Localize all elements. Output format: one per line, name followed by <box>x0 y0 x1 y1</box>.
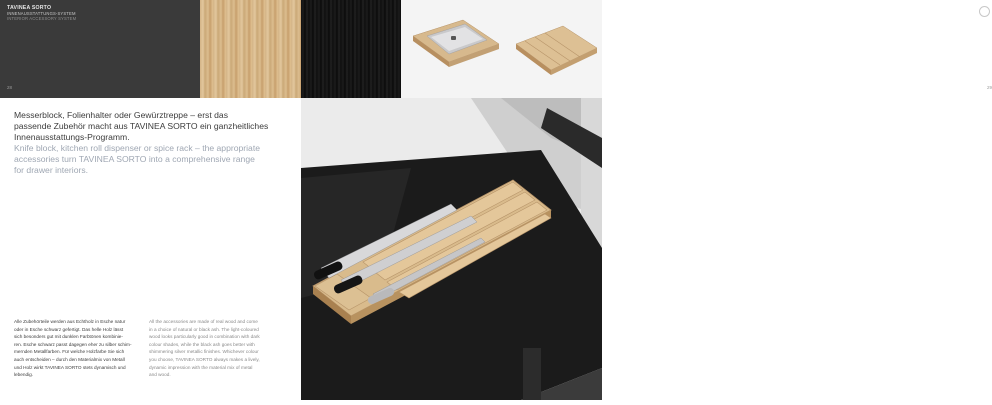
headline-english-line: for drawer interiors. <box>14 165 89 175</box>
page-number-left: 28 <box>7 85 13 90</box>
product-photo-area <box>401 0 992 98</box>
headline-german-line: Innenausstattungs-Programm. <box>14 132 130 142</box>
subtitle-english: INTERIOR ACCESSORY SYSTEM <box>7 16 77 21</box>
body-text-english <box>149 318 289 379</box>
body-german-line: Alle Zubehörteile werden aus Echtholz in Esche natur <box>14 319 126 324</box>
knife-block-photo <box>301 98 602 400</box>
body-english-line: shimmering silver metallic finishes. Whichever colour <box>149 349 259 355</box>
body-english-line: All the accessories are made of real wood and come <box>149 319 258 324</box>
body-english-line: colour shades, while the black ash goes better with <box>149 341 255 347</box>
product-photos <box>401 0 602 98</box>
body-german-line: und Holz wirkt TAVINEA SORTO stets dynamisch und <box>14 364 126 370</box>
header-band <box>0 0 200 98</box>
ash-black-swatch <box>301 0 401 98</box>
headline-english <box>14 143 294 176</box>
body-german-line: lebendig. <box>14 372 34 378</box>
wooden-tray-product <box>516 26 597 75</box>
headline-english-line: Knife block, kitchen roll dispenser or spice rack – the appropriate <box>14 143 261 153</box>
body-english-line: in a choice of natural or black ash. The light-coloured <box>149 326 259 332</box>
body-english-line: dynamic impression with the material mix of metal <box>149 364 253 370</box>
table-leg <box>523 348 541 400</box>
headline-german <box>14 110 294 143</box>
body-german-line: oder in Esche schwarz gefertigt. Das helle Holz lässt <box>14 326 124 332</box>
subtitle-german: INNENAUSSTATTUNGS-SYSTEM <box>7 11 76 16</box>
body-text-german <box>14 318 142 379</box>
body-german-line: ren. Esche schwarz passt dagegen eher zu silber schim- <box>14 341 132 347</box>
ash-natural-swatch <box>200 0 301 98</box>
body-english-line: and wood. <box>149 372 171 378</box>
brand-title: TAVINEA SORTO <box>7 5 52 11</box>
headline-german-line: passende Zubehör macht aus TAVINEA SORTO ein ganzheitliches <box>14 121 269 131</box>
headline-english-line: accessories turn TAVINEA SORTO into a comprehensive range <box>14 154 255 164</box>
body-english-line: wood looks particularly good in combination with dark <box>149 334 260 340</box>
foil-dispenser-product <box>413 20 499 67</box>
body-german-line: auch entscheiden – durch den Materialmix von Metall <box>14 356 125 362</box>
brand-logo-icon <box>979 6 990 17</box>
headline-german-line: Messerblock, Folienhalter oder Gewürztreppe – erst das <box>14 110 228 120</box>
page-number-right: 29 <box>987 85 992 90</box>
body-german-line: sich besonders gut mit dunklen Farbtönen kombinie- <box>14 334 123 340</box>
body-english-line: you choose, TAVINEA SORTO always makes a lively, <box>149 356 260 362</box>
body-german-line: mernden Metallfarben. Für welche Holzfarbe Sie sich <box>14 349 125 355</box>
knife-block-scene <box>301 98 602 400</box>
